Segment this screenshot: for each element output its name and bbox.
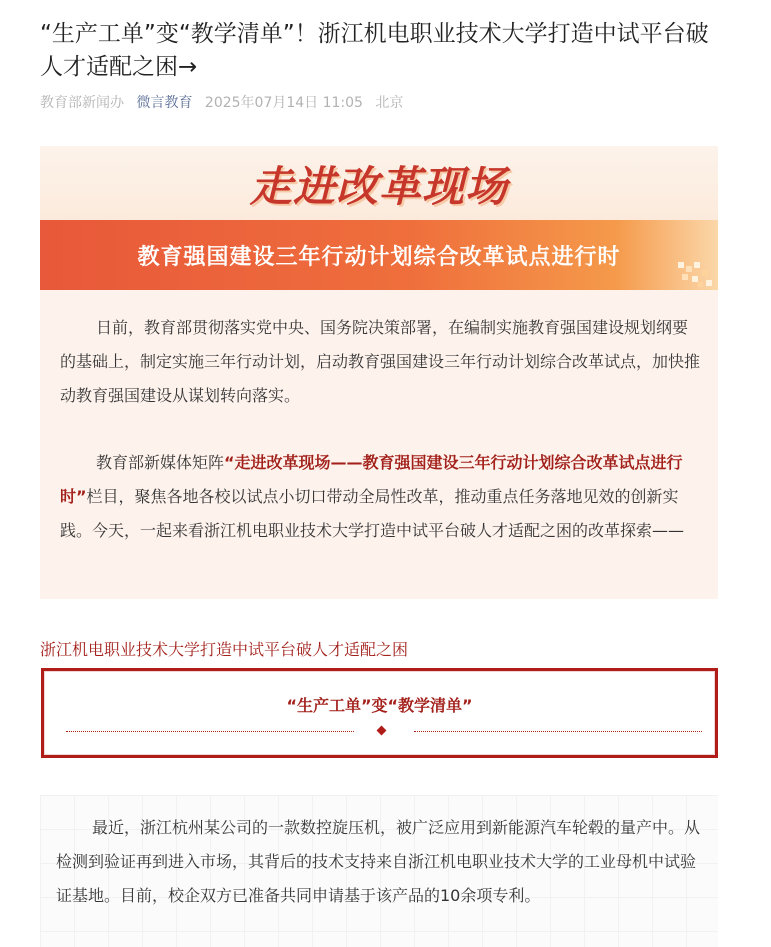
author-name: 教育部新闻办 bbox=[40, 95, 124, 111]
diamond-icon bbox=[377, 726, 387, 736]
column-banner-image bbox=[40, 146, 718, 290]
publish-datetime: 2025年07月14日 11:05 bbox=[204, 95, 363, 111]
section-caption: 浙江机电职业技术大学打造中试平台破人才适配之困 bbox=[40, 640, 409, 659]
account-name-link[interactable]: 微言教育 bbox=[136, 95, 193, 111]
divider-right bbox=[414, 731, 702, 732]
banner-subtitle: 教育强国建设三年行动计划综合改革试点进行时 bbox=[137, 245, 621, 270]
intro-paragraph-1: 日前，教育部贯彻落实党中央、国务院决策部署，在编制实施教育强国建设规划纲要的基础上，制定实施三年行动计划，启动教育强国建设三年行动计划综合改革试点，加快推动教育强国建设从谋划转向落实。 bbox=[60, 318, 701, 405]
article-meta bbox=[40, 92, 411, 112]
intro-paragraph-2-prefix: 教育部新媒体矩阵 bbox=[96, 453, 225, 472]
section-heading: “生产工单”变“教学清单” bbox=[286, 696, 473, 715]
banner-title: 走进改革现场 bbox=[249, 162, 508, 211]
divider-left bbox=[66, 731, 354, 732]
intro-box bbox=[40, 290, 718, 599]
banner-strip bbox=[40, 220, 718, 290]
decorative-dots-icon bbox=[678, 262, 716, 288]
publish-location: 北京 bbox=[375, 95, 404, 111]
section-heading-box bbox=[41, 668, 718, 758]
body-text-box bbox=[40, 795, 718, 947]
intro-paragraph-2 bbox=[60, 446, 700, 548]
column-name-highlight: “走进改革现场——教育强国建设三年行动计划综合改革试点进行时” bbox=[60, 453, 683, 506]
body-paragraph-1: 最近，浙江杭州某公司的一款数控旋压机，被广泛应用到新能源汽车轮毂的量产中。从检测到验证再到进入市场，其背后的技术支持来自浙江机电职业技术大学的工业母机中试验证基地。目前，校企双方已准备共同申请基于该产品的10余项专利。 bbox=[56, 818, 701, 905]
article-title: “生产工单”变“教学清单”！浙江机电职业技术大学打造中试平台破人才适配之困→ bbox=[40, 21, 709, 80]
intro-paragraph-2-suffix: 栏目，聚焦各地各校以试点小切口带动全局性改革，推动重点任务落地见效的创新实践。今天，一起来看浙江机电职业技术大学打造中试平台破人才适配之困的改革探索—— bbox=[60, 487, 685, 540]
